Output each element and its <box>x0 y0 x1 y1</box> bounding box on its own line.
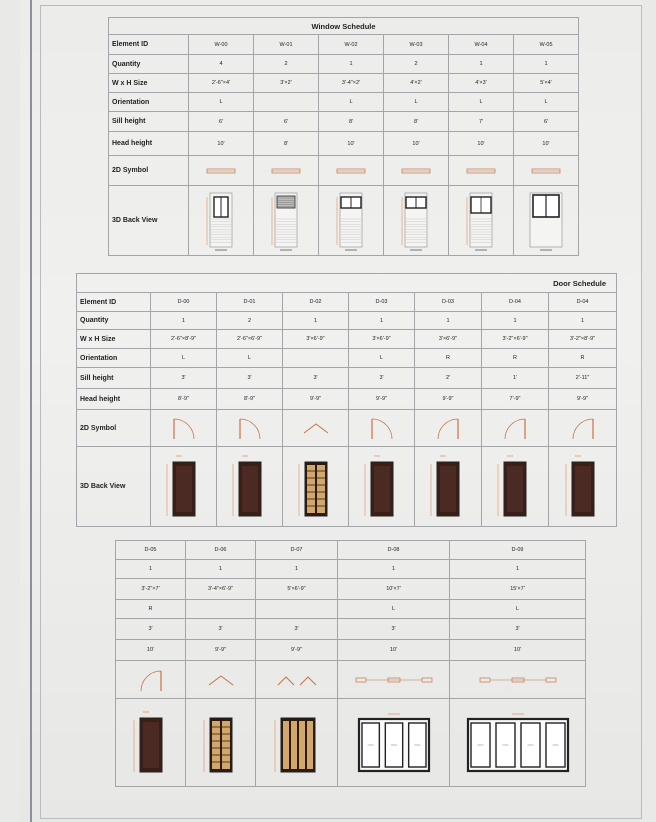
cell-sill: 8' <box>384 112 449 132</box>
cell-head: 10' <box>384 132 449 156</box>
plan-symbol-icon <box>432 415 464 441</box>
cell-orientation: L <box>384 93 449 112</box>
elevation-view-icon <box>272 710 322 776</box>
elevation-view-icon <box>495 454 535 520</box>
cell-orientation: L <box>338 600 450 619</box>
cell-orientation: R <box>415 349 482 368</box>
cell-sill: 3' <box>283 368 349 389</box>
back-view-cell <box>482 447 549 527</box>
cell-sill: 7' <box>449 112 514 132</box>
symbol-cell <box>254 156 319 186</box>
cell-id: D-01 <box>217 293 283 312</box>
cell-size: 4'×2' <box>384 74 449 93</box>
elevation-view-icon <box>131 710 171 776</box>
back-view-cell <box>116 699 186 787</box>
back-view-cell <box>186 699 256 787</box>
row-label-id: Element ID <box>77 293 151 312</box>
plan-symbol-icon <box>478 674 558 686</box>
cell-head: 9'-9" <box>283 389 349 410</box>
plan-symbol-icon <box>366 415 398 441</box>
cell-orientation: R <box>549 349 617 368</box>
back-view-cell <box>254 186 319 256</box>
cell-quantity: 1 <box>482 312 549 330</box>
cell-size: 5'×6'-9" <box>256 579 338 600</box>
cell-quantity: 1 <box>319 55 384 74</box>
cell-orientation: L <box>151 349 217 368</box>
back-view-cell <box>415 447 482 527</box>
elevation-view-icon <box>394 189 438 253</box>
back-view-cell <box>256 699 338 787</box>
back-view-cell <box>283 447 349 527</box>
cell-head: 9'-9" <box>415 389 482 410</box>
cell-size: 10'×7' <box>338 579 450 600</box>
door-schedule-continued-table <box>115 540 586 787</box>
cell-quantity: 1 <box>256 560 338 579</box>
cell-sill: 6' <box>254 112 319 132</box>
elevation-view-icon <box>199 189 243 253</box>
plan-symbol-icon <box>205 167 237 175</box>
cell-sill: 6' <box>189 112 254 132</box>
plan-symbol-icon <box>465 167 497 175</box>
plan-symbol-icon <box>275 671 319 689</box>
cell-id: D-02 <box>283 293 349 312</box>
cell-quantity: 1 <box>449 55 514 74</box>
cell-size: 3'-4"×6'-9" <box>186 579 256 600</box>
door-schedule-title: Door Schedule <box>77 274 617 293</box>
plan-symbol-icon <box>205 671 237 689</box>
row-label-orientation: Orientation <box>109 93 189 112</box>
row-label-view: 3D Back View <box>109 186 189 256</box>
cell-sill: 1' <box>482 368 549 389</box>
cell-orientation: L <box>217 349 283 368</box>
cell-size: 3'×6'-9" <box>349 330 415 349</box>
row-label-symbol: 2D Symbol <box>77 410 151 447</box>
cell-id: D-03 <box>349 293 415 312</box>
cell-orientation: L <box>450 600 586 619</box>
elevation-view-icon <box>428 454 468 520</box>
cell-sill: 3' <box>116 619 186 640</box>
cell-orientation <box>254 93 319 112</box>
back-view-cell <box>549 447 617 527</box>
row-label-orientation: Orientation <box>77 349 151 368</box>
symbol-cell <box>116 661 186 699</box>
symbol-cell <box>549 410 617 447</box>
cell-head: 9'-9" <box>256 640 338 661</box>
row-label-head: Head height <box>109 132 189 156</box>
row-label-view: 3D Back View <box>77 447 151 527</box>
cell-id: D-09 <box>450 541 586 560</box>
cell-orientation: L <box>349 349 415 368</box>
row-label-quantity: Quantity <box>77 312 151 330</box>
cell-id: D-06 <box>186 541 256 560</box>
cell-sill: 3' <box>217 368 283 389</box>
cell-size: 5'×4' <box>514 74 579 93</box>
cell-id: D-08 <box>338 541 450 560</box>
symbol-cell <box>283 410 349 447</box>
cell-size: 4'×3' <box>449 74 514 93</box>
plan-symbol-icon <box>135 667 167 693</box>
sheet-binding-line <box>30 0 32 822</box>
cell-size: 15'×7' <box>450 579 586 600</box>
back-view-cell <box>338 699 450 787</box>
cell-id: D-03 <box>415 293 482 312</box>
cell-orientation <box>256 600 338 619</box>
cell-id: D-07 <box>256 541 338 560</box>
cell-id: W-05 <box>514 35 579 55</box>
cell-quantity: 1 <box>283 312 349 330</box>
cell-size: 3'-2"×7' <box>116 579 186 600</box>
row-label-quantity: Quantity <box>109 55 189 74</box>
cell-sill: 3' <box>186 619 256 640</box>
cell-id: W-01 <box>254 35 319 55</box>
symbol-cell <box>217 410 283 447</box>
plan-symbol-icon <box>400 167 432 175</box>
cell-quantity: 1 <box>450 560 586 579</box>
back-view-cell <box>349 447 415 527</box>
symbol-cell <box>384 156 449 186</box>
cell-head: 10' <box>319 132 384 156</box>
cell-orientation: L <box>319 93 384 112</box>
elevation-view-icon <box>164 454 204 520</box>
plan-symbol-icon <box>270 167 302 175</box>
elevation-view-icon <box>296 454 336 520</box>
window-schedule-title: Window Schedule <box>109 18 579 35</box>
row-label-sill: Sill height <box>109 112 189 132</box>
cell-id: W-04 <box>449 35 514 55</box>
cell-id: D-04 <box>549 293 617 312</box>
cell-size: 2'-6"×4' <box>189 74 254 93</box>
row-label-id: Element ID <box>109 35 189 55</box>
cell-head: 10' <box>116 640 186 661</box>
cell-sill: 2'-11" <box>549 368 617 389</box>
cell-sill: 3' <box>256 619 338 640</box>
cell-head: 10' <box>449 132 514 156</box>
cell-head: 9'-9" <box>186 640 256 661</box>
back-view-cell <box>450 699 586 787</box>
cell-quantity: 1 <box>415 312 482 330</box>
back-view-cell <box>217 447 283 527</box>
row-label-sill: Sill height <box>77 368 151 389</box>
cell-sill: 3' <box>450 619 586 640</box>
row-label-head: Head height <box>77 389 151 410</box>
cell-sill: 6' <box>514 112 579 132</box>
row-label-size: W x H Size <box>77 330 151 349</box>
elevation-view-icon <box>362 454 402 520</box>
plan-symbol-icon <box>567 415 599 441</box>
cell-quantity: 4 <box>189 55 254 74</box>
symbol-cell <box>256 661 338 699</box>
row-label-size: W x H Size <box>109 74 189 93</box>
cell-quantity: 1 <box>116 560 186 579</box>
cell-quantity: 1 <box>338 560 450 579</box>
elevation-view-icon <box>355 711 433 775</box>
symbol-cell <box>319 156 384 186</box>
cell-size: 3'×2' <box>254 74 319 93</box>
cell-sill: 3' <box>151 368 217 389</box>
symbol-cell <box>514 156 579 186</box>
cell-quantity: 2 <box>217 312 283 330</box>
cell-id: D-04 <box>482 293 549 312</box>
cell-id: W-03 <box>384 35 449 55</box>
cell-sill: 3' <box>349 368 415 389</box>
elevation-view-icon <box>230 454 270 520</box>
cell-head: 10' <box>450 640 586 661</box>
cell-size: 3'×6'-9" <box>415 330 482 349</box>
cell-head: 9'-9" <box>349 389 415 410</box>
cell-quantity: 1 <box>514 55 579 74</box>
back-view-cell <box>319 186 384 256</box>
elevation-view-icon <box>464 711 572 775</box>
plan-symbol-icon <box>168 415 200 441</box>
symbol-cell <box>415 410 482 447</box>
back-view-cell <box>151 447 217 527</box>
symbol-cell <box>450 661 586 699</box>
cell-orientation: R <box>116 600 186 619</box>
back-view-cell <box>514 186 579 256</box>
cell-head: 10' <box>514 132 579 156</box>
symbol-cell <box>449 156 514 186</box>
cell-sill: 8' <box>319 112 384 132</box>
elevation-view-icon <box>524 189 568 253</box>
symbol-cell <box>338 661 450 699</box>
back-view-cell <box>189 186 254 256</box>
cell-quantity: 1 <box>151 312 217 330</box>
cell-size: 3'×6'-9" <box>283 330 349 349</box>
cell-sill: 2' <box>415 368 482 389</box>
cell-head: 10' <box>338 640 450 661</box>
cell-orientation: L <box>514 93 579 112</box>
cell-head: 10' <box>189 132 254 156</box>
symbol-cell <box>189 156 254 186</box>
elevation-view-icon <box>459 189 503 253</box>
cell-head: 7'-9" <box>482 389 549 410</box>
cell-quantity: 2 <box>254 55 319 74</box>
plan-symbol-icon <box>234 415 266 441</box>
door-schedule-table <box>76 273 617 527</box>
plan-symbol-icon <box>300 419 332 437</box>
cell-orientation: R <box>482 349 549 368</box>
symbol-cell <box>186 661 256 699</box>
cell-head: 9'-9" <box>549 389 617 410</box>
symbol-cell <box>349 410 415 447</box>
cell-size: 3'-2"×8'-9" <box>549 330 617 349</box>
cell-quantity: 1 <box>549 312 617 330</box>
cell-orientation <box>186 600 256 619</box>
elevation-view-icon <box>264 189 308 253</box>
plan-symbol-icon <box>335 167 367 175</box>
cell-size: 3'-4"×2' <box>319 74 384 93</box>
elevation-view-icon <box>329 189 373 253</box>
cell-id: W-02 <box>319 35 384 55</box>
cell-orientation <box>283 349 349 368</box>
cell-sill: 3' <box>338 619 450 640</box>
cell-head: 8'-9" <box>151 389 217 410</box>
cell-size: 3'-2"×6'-9" <box>482 330 549 349</box>
row-label-symbol: 2D Symbol <box>109 156 189 186</box>
cell-size: 2'-6"×8'-9" <box>151 330 217 349</box>
cell-quantity: 2 <box>384 55 449 74</box>
cell-id: D-00 <box>151 293 217 312</box>
elevation-view-icon <box>201 710 241 776</box>
elevation-view-icon <box>563 454 603 520</box>
cell-orientation: L <box>449 93 514 112</box>
plan-symbol-icon <box>499 415 531 441</box>
back-view-cell <box>449 186 514 256</box>
back-view-cell <box>384 186 449 256</box>
window-schedule-table <box>108 17 579 256</box>
cell-quantity: 1 <box>186 560 256 579</box>
cell-id: W-00 <box>189 35 254 55</box>
symbol-cell <box>482 410 549 447</box>
cell-head: 8' <box>254 132 319 156</box>
cell-head: 8'-9" <box>217 389 283 410</box>
plan-symbol-icon <box>354 674 434 686</box>
cell-quantity: 1 <box>349 312 415 330</box>
symbol-cell <box>151 410 217 447</box>
cell-size: 2'-6"×6'-9" <box>217 330 283 349</box>
cell-orientation: L <box>189 93 254 112</box>
plan-symbol-icon <box>530 167 562 175</box>
cell-id: D-05 <box>116 541 186 560</box>
